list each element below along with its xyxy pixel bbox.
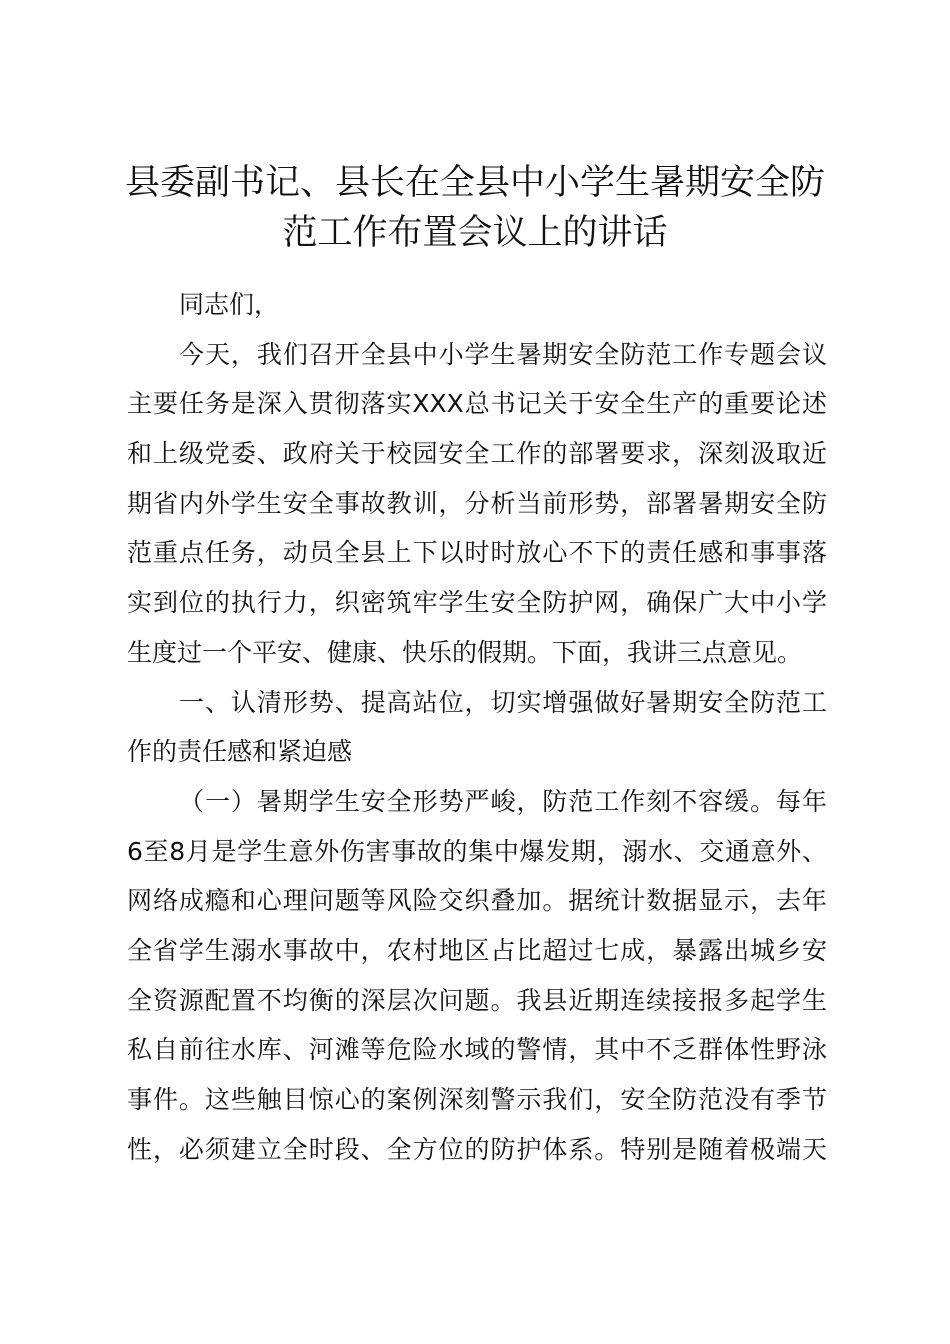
subsection-heading-1: （一）暑期学生安全形势严峻，防范工作刻不容缓。每年 xyxy=(179,786,827,816)
salutation: 同志们， xyxy=(179,290,280,319)
body-line: 全省学生溺水事故中，农村地区占比超过七成，暴露出城乡安 xyxy=(127,935,827,965)
body-line: 范重点任务，动员全县上下以时时放心不下的责任感和事事落 xyxy=(127,538,827,568)
title-line-1: 县委副书记、县长在全县中小学生暑期安全防 xyxy=(124,163,825,203)
body-line: 6至8月是学生意外伤害事故的集中爆发期，溺水、交通意外、 xyxy=(127,836,827,866)
section-heading-1-cont: 作的责任感和紧迫感 xyxy=(127,737,353,767)
body-line: 今天，我们召开全县中小学生暑期安全防范工作专题会议 xyxy=(179,339,827,369)
title-line-2: 范工作布置会议上的讲话 xyxy=(282,213,668,253)
body-line: 实到位的执行力，织密筑牢学生安全防护网，确保广大中小学 xyxy=(127,588,827,618)
body-line: 性，必须建立全时段、全方位的防护体系。特别是随着极端天 xyxy=(127,1134,827,1164)
body-line: 全资源配置不均衡的深层次问题。我县近期连续接报多起学生 xyxy=(127,985,827,1015)
body-line: 和上级党委、政府关于校园安全工作的部署要求，深刻汲取近 xyxy=(127,439,827,469)
document-title xyxy=(100,158,850,258)
body-line: 网络成瘾和心理问题等风险交织叠加。据统计数据显示，去年 xyxy=(127,886,827,916)
body-line: 事件。这些触目惊心的案例深刻警示我们，安全防范没有季节 xyxy=(127,1085,827,1114)
document-body xyxy=(127,280,827,1174)
body-line: 期省内外学生安全事故教训，分析当前形势，部署暑期安全防 xyxy=(127,488,827,518)
body-line: 主要任务是深入贯彻落实XXX总书记关于安全生产的重要论述 xyxy=(127,389,827,419)
section-heading-1: 一、认清形势、提高站位，切实增强做好暑期安全防范工 xyxy=(179,687,827,717)
body-line: 生度过一个平安、健康、快乐的假期。下面，我讲三点意见。 xyxy=(127,637,803,667)
body-line: 私自前往水库、河滩等危险水域的警情，其中不乏群体性野泳 xyxy=(127,1035,827,1065)
